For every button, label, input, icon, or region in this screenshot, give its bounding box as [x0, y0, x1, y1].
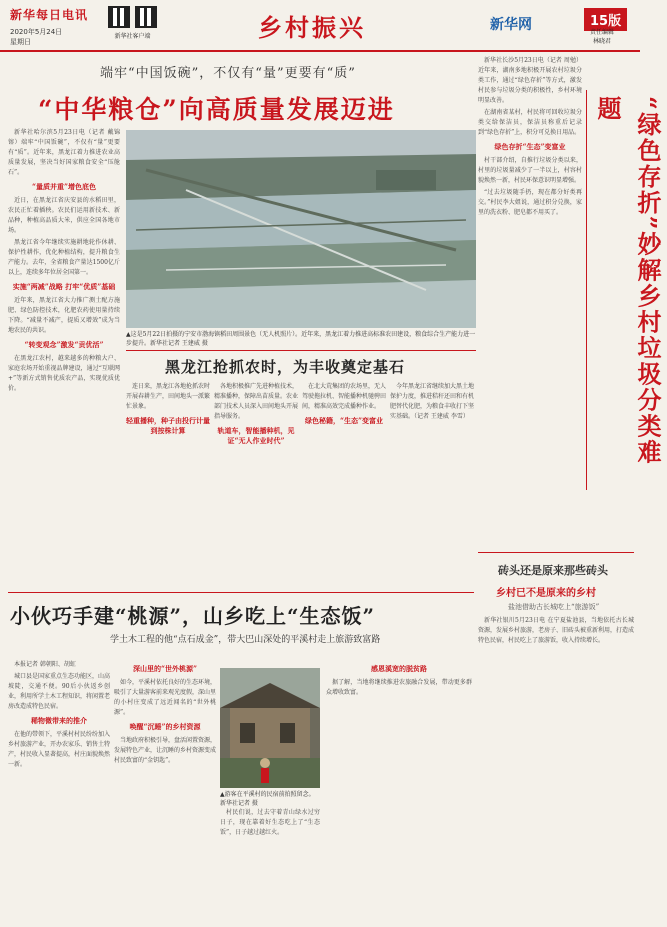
qr-caption: 新华社客户端 [114, 33, 151, 40]
rail-story-column [478, 56, 582, 526]
paragraph: 在黑龙江农村，越来越多的种粮大户、家庭农场开始重视品牌建设，通过“互联网+”等新方式销售优质农产品，实现优质优价。 [8, 355, 120, 392]
top-divider [0, 50, 640, 52]
main-subhead-2: 实施“两减”战略 打牢“优质”基础 [12, 282, 116, 291]
paragraph: 近日，在黑龙江省庆安县的水稻田里，农民正忙着插秧。农民们运用新技术、新品种，种植高品质大米，供应全国各地市场。 [8, 197, 120, 234]
rice-paddy-photo [126, 130, 476, 328]
sub-story-subhead-1: 轻重播种，种子由投行计量到按株计算 [126, 416, 210, 435]
sub-story-subhead-3: 绿色秘籍，“生态”变富业 [304, 416, 384, 425]
masthead [10, 6, 106, 47]
paragraph: 村民们说，过去守着青山绿水过穷日子，现在靠着好生态吃上了“生态饭”，日子越过越红火。 [220, 809, 320, 836]
main-headline: “中华粮仓”向高质量发展迈进 [38, 95, 395, 124]
qr-code-block [108, 6, 157, 40]
bottom-story-column-2 [114, 660, 216, 922]
qr-code-icon [135, 6, 157, 28]
sub-story-column-4 [390, 382, 474, 586]
paragraph: “过去垃圾随手扔，现在都分好类再交。”村民李大姐说，通过积分兑换，家里的洗衣粉、肥皂都不用买了。 [478, 189, 582, 216]
bottom-subhead-b: 深山里的“世外桃源” [132, 664, 198, 673]
divider [8, 592, 474, 593]
main-kicker: 端牢“中国饭碗”，不仅有“量”更要有“质” [100, 66, 356, 81]
brick-story-column [478, 616, 634, 920]
section-title: 乡村振兴 [258, 13, 366, 42]
paragraph: 近年来，黑龙江省大力推广测土配方施肥、绿色防控技术，化肥农药使用量持续下降。“减量不减产，提质又增效”成为当地农民的共识。 [8, 297, 120, 334]
main-byline: 新华社哈尔滨5月23日电（记者 戴锦镕）端牢“中国饭碗”，不仅有“量”更要有“质”。近年来，黑龙江着力推进农业高质量发展，坚决当好国家粮食安全“压舱石”。 [8, 129, 120, 176]
brick-headline-2: 乡村已不是原来的乡村 [496, 588, 596, 599]
paragraph: 在北大荒集团的农场里，无人驾驶拖拉机、智能播种机驰骋田间，精准高效完成播种作业。 [302, 383, 387, 410]
vertical-title: “绿色存折”妙解乡村垃圾分类难题 [593, 96, 662, 466]
paragraph: 今年黑龙江省继续加大黑土地保护力度，推进秸秆还田和有机肥替代化肥，为粮食丰收打下坚实基础。（记者 王建威 李雪） [390, 383, 475, 420]
paragraph: 在湖南省某村，村民将可回收垃圾分类交给保洁员，保洁员称重后记录到“绿色存折”上，积分可兑换日用品。 [478, 109, 582, 136]
paragraph: 村干部介绍，自推行垃圾分类以来，村里的垃圾量减少了一半以上，村容村貌焕然一新，村民环保意识明显增强。 [478, 157, 582, 184]
bottom-subhead-a: 稀物微带来的推介 [31, 716, 87, 725]
main-photo-caption: ▲这是5月22日拍摄的宁安市渤海镇稻田周围景色（无人机照片）。近年来，黑龙江着力推进高标准农田建设，粮食综合生产能力进一步提升。新华社记者 王建威 摄 [126, 331, 476, 347]
bottom-byline: 本报记者 韩朝阳、胡虹 [14, 661, 76, 668]
main-subhead-3: “转变观念”激发“贡优活” [24, 340, 104, 349]
paragraph: 新华社长沙5月23日电（记者 周勉）近年来，湖南多地积极开展农村垃圾分类工作，通过“绿色存折”等方式，激发村民参与垃圾分类的积极性，乡村环境明显改善。 [478, 57, 582, 104]
sub-story-column-3 [302, 382, 386, 586]
paragraph: 当地政府积极引导，盘活闲置资源，发展特色产业，让沉睡的乡村资源变成村民致富的“金钥匙”。 [114, 737, 217, 764]
bottom-story-column-4 [326, 660, 472, 922]
bottom-subhead-c: 唤醒“沉睡”的乡村资源 [129, 722, 201, 731]
brick-subline: 盐池借助古长城吃上“旅游饭” [508, 603, 600, 611]
paragraph: 在他的带领下，平溪村村民纷纷加入乡村旅游产业，开办农家乐、销售土特产，村民收入显著提高，村庄面貌焕然一新。 [8, 731, 111, 768]
paragraph: 城口县是国家重点生态功能区，山高坡陡，交通不便。90后小伙返乡创业，利用所学土木工程知识，将闲置老房改造成特色民宿。 [8, 673, 111, 710]
paragraph: 如今，平溪村依托良好的生态环境，吸引了大量游客前来观光度假，深山里的小村庄变成了远近闻名的“世外桃源”。 [114, 679, 217, 716]
sub-story-column-2 [214, 382, 298, 586]
editor-credit: 责任编辑 林晓君 [590, 29, 615, 45]
bottom-headline: 小伙巧手建“桃源”，山乡吃上“生态饭” [10, 604, 376, 628]
bottom-story-column-3 [220, 808, 320, 922]
rail-subhead: 绿色存折“生态”变富业 [494, 142, 566, 151]
paragraph: 黑龙江省今年继续实施耕地轮作休耕、保护性耕作，优化种植结构，提升粮食生产能力。去年，全省粮食产量达1500亿斤以上，连续多年位居全国第一。 [8, 239, 120, 276]
bottom-subline: 学土木工程的他“点石成金”，带大巴山深处的平溪村走上旅游致富路 [110, 635, 381, 645]
qr-code-icon [108, 6, 130, 28]
main-story-column [8, 128, 120, 586]
paragraph: 新华社银川5月23日电 在宁夏盐池县，当地依托古长城资源，发展乡村旅游，老房子、旧砖头被重新利用，打造成特色民宿，村民吃上了旅游饭，收入持续增长。 [478, 617, 635, 644]
paragraph: 各地积极推广先进种植技术，精准播种，保障出苗质量。农业部门技术人员深入田间地头开展指导服务。 [214, 383, 299, 420]
village-photo-caption: ▲游客在平溪村的民宿前拍照留念。新华社记者 摄 [220, 791, 315, 807]
paragraph: 连日来，黑龙江各地抢抓农时开展春耕生产，田间地头一派繁忙景象。 [126, 383, 211, 410]
sub-story-headline: 黑龙江抢抓农时，为丰收奠定基石 [165, 358, 406, 376]
bottom-story-column-1 [8, 660, 110, 922]
sub-story-column-1 [126, 382, 210, 586]
brand-logo: 新华网 [490, 17, 532, 33]
main-subhead-1: “量质并重”增色底色 [31, 182, 97, 191]
sub-story-subhead-2: 轨道车，智能播种机，见证“无人作业时代” [217, 426, 295, 445]
paper-name: 新华每日电讯 [10, 8, 89, 22]
vertical-title-box [586, 90, 662, 490]
brick-headline: 砖头还是原来那些砖头 [498, 564, 608, 577]
date-line: 2020年5月24日 星期日 [10, 28, 63, 46]
divider [126, 350, 476, 351]
page-number: 15版 [584, 8, 627, 31]
paragraph: 据了解，当地将继续推进农旅融合发展，带动更多群众增收致富。 [326, 679, 472, 696]
village-photo [220, 668, 320, 788]
bottom-subhead-d: 感恩溪宽的脱贫路 [371, 664, 427, 673]
divider [478, 552, 634, 553]
